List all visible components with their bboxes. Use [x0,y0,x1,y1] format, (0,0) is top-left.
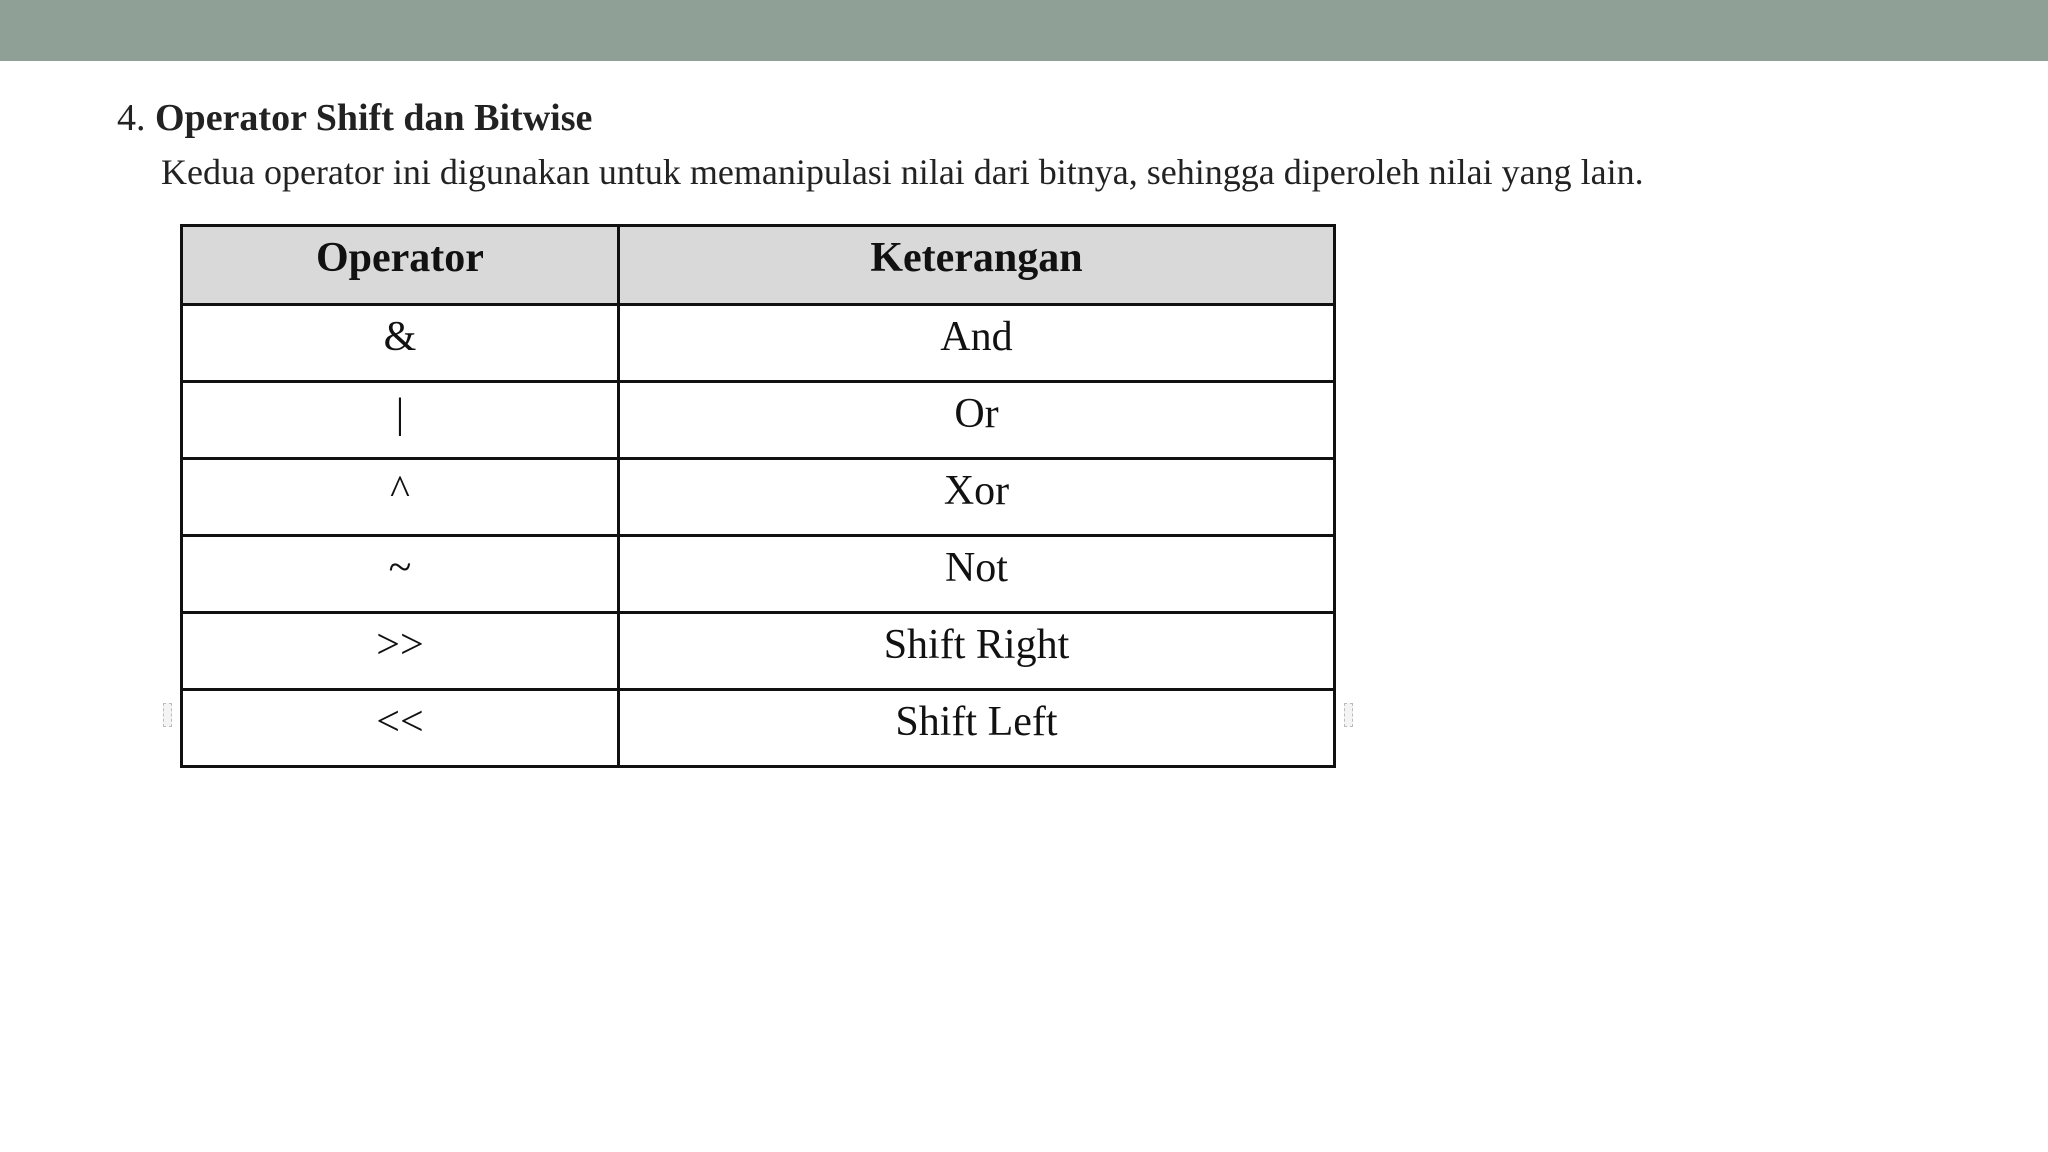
keterangan-cell: Not [618,536,1334,613]
table-row [182,382,1335,459]
keterangan-cell: And [618,305,1334,382]
header-keterangan: Keterangan [618,226,1334,305]
operator-table [180,224,1336,768]
table-row [182,305,1335,382]
top-banner [0,0,2048,61]
operator-cell: ~ [182,536,619,613]
section-description: Kedua operator ini digunakan untuk memanipulasi nilai dari bitnya, sehingga diperoleh nilai yang lain. [161,152,1644,192]
keterangan-cell: Shift Right [618,613,1334,690]
keterangan-cell: Xor [618,459,1334,536]
header-operator: Operator [182,226,619,305]
operator-cell: >> [182,613,619,690]
table-row [182,690,1335,767]
operator-table-container [180,224,1336,768]
table-row [182,459,1335,536]
resize-handle-right[interactable] [1344,703,1353,727]
keterangan-cell: Or [618,382,1334,459]
section-number: 4. [117,97,146,139]
operator-cell: << [182,690,619,767]
table-row [182,613,1335,690]
table-row [182,536,1335,613]
section-title: Operator Shift dan Bitwise [155,97,593,139]
operator-cell: | [182,382,619,459]
operator-cell: & [182,305,619,382]
operator-cell: ^ [182,459,619,536]
keterangan-cell: Shift Left [618,690,1334,767]
resize-handle-left[interactable] [163,703,172,727]
section-heading [117,92,592,144]
table-header-row [182,226,1335,305]
